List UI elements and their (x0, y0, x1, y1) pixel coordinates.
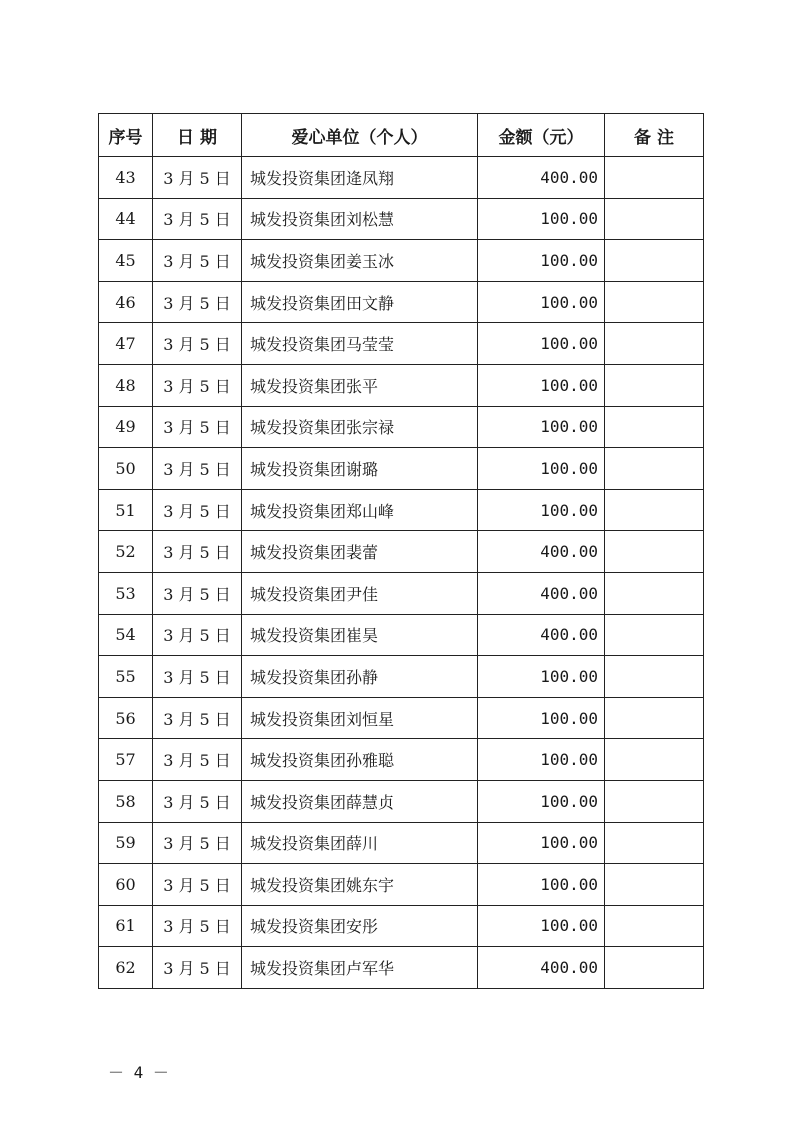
header-amount: 金额（元） (478, 114, 605, 157)
row-number: 53 (99, 572, 153, 614)
row-note (605, 448, 704, 490)
row-date: 3 月 5 日 (153, 656, 242, 698)
row-note (605, 697, 704, 739)
row-date: 3 月 5 日 (153, 157, 242, 199)
row-donor: 城发投资集团尹佳 (242, 572, 478, 614)
row-date: 3 月 5 日 (153, 572, 242, 614)
row-note (605, 198, 704, 240)
row-number: 43 (99, 157, 153, 199)
row-date: 3 月 5 日 (153, 780, 242, 822)
table-row (99, 489, 704, 531)
table-row (99, 572, 704, 614)
row-date: 3 月 5 日 (153, 281, 242, 323)
row-number: 60 (99, 864, 153, 906)
row-note (605, 240, 704, 282)
row-note (605, 656, 704, 698)
row-amount: 400.00 (478, 572, 605, 614)
table-row (99, 323, 704, 365)
row-note (605, 572, 704, 614)
row-amount: 100.00 (478, 323, 605, 365)
row-amount: 100.00 (478, 822, 605, 864)
row-date: 3 月 5 日 (153, 489, 242, 531)
row-number: 56 (99, 697, 153, 739)
row-date: 3 月 5 日 (153, 323, 242, 365)
table-row (99, 739, 704, 781)
row-number: 44 (99, 198, 153, 240)
row-donor: 城发投资集团张平 (242, 364, 478, 406)
table-row (99, 406, 704, 448)
row-date: 3 月 5 日 (153, 947, 242, 989)
row-amount: 100.00 (478, 739, 605, 781)
row-date: 3 月 5 日 (153, 406, 242, 448)
row-donor: 城发投资集团逄凤翔 (242, 157, 478, 199)
row-date: 3 月 5 日 (153, 905, 242, 947)
row-donor: 城发投资集团薛慧贞 (242, 780, 478, 822)
row-date: 3 月 5 日 (153, 739, 242, 781)
table-row (99, 780, 704, 822)
page-number: － 4 － (108, 1063, 169, 1082)
table-row (99, 364, 704, 406)
row-amount: 100.00 (478, 406, 605, 448)
row-donor: 城发投资集团崔昊 (242, 614, 478, 656)
row-number: 54 (99, 614, 153, 656)
row-number: 50 (99, 448, 153, 490)
row-number: 55 (99, 656, 153, 698)
row-number: 48 (99, 364, 153, 406)
row-donor: 城发投资集团孙静 (242, 656, 478, 698)
row-number: 59 (99, 822, 153, 864)
row-note (605, 323, 704, 365)
table-row (99, 281, 704, 323)
header-date: 日 期 (153, 114, 242, 157)
row-donor: 城发投资集团田文静 (242, 281, 478, 323)
row-amount: 400.00 (478, 531, 605, 573)
row-date: 3 月 5 日 (153, 697, 242, 739)
header-note: 备 注 (605, 114, 704, 157)
row-amount: 100.00 (478, 448, 605, 490)
row-number: 61 (99, 905, 153, 947)
row-date: 3 月 5 日 (153, 614, 242, 656)
row-amount: 400.00 (478, 947, 605, 989)
table-row (99, 448, 704, 490)
row-amount: 100.00 (478, 281, 605, 323)
row-number: 58 (99, 780, 153, 822)
row-date: 3 月 5 日 (153, 448, 242, 490)
row-number: 62 (99, 947, 153, 989)
table-row (99, 531, 704, 573)
row-note (605, 531, 704, 573)
row-amount: 100.00 (478, 864, 605, 906)
table-row (99, 947, 704, 989)
row-amount: 100.00 (478, 656, 605, 698)
row-note (605, 614, 704, 656)
row-number: 46 (99, 281, 153, 323)
table-row (99, 157, 704, 199)
table-row (99, 656, 704, 698)
row-donor: 城发投资集团姚东宇 (242, 864, 478, 906)
row-date: 3 月 5 日 (153, 531, 242, 573)
row-donor: 城发投资集团刘恒星 (242, 697, 478, 739)
row-date: 3 月 5 日 (153, 864, 242, 906)
row-number: 45 (99, 240, 153, 282)
row-note (605, 406, 704, 448)
row-amount: 100.00 (478, 905, 605, 947)
table-row (99, 822, 704, 864)
row-donor: 城发投资集团卢军华 (242, 947, 478, 989)
row-amount: 100.00 (478, 489, 605, 531)
row-note (605, 905, 704, 947)
row-note (605, 281, 704, 323)
row-note (605, 364, 704, 406)
row-amount: 100.00 (478, 780, 605, 822)
row-note (605, 157, 704, 199)
table-row (99, 198, 704, 240)
row-number: 57 (99, 739, 153, 781)
row-donor: 城发投资集团裴蕾 (242, 531, 478, 573)
table-row (99, 864, 704, 906)
row-note (605, 780, 704, 822)
row-number: 47 (99, 323, 153, 365)
row-note (605, 947, 704, 989)
donation-table (98, 113, 704, 989)
row-donor: 城发投资集团薛川 (242, 822, 478, 864)
row-amount: 400.00 (478, 614, 605, 656)
row-amount: 100.00 (478, 364, 605, 406)
row-note (605, 822, 704, 864)
header-donor: 爱心单位（个人） (242, 114, 478, 157)
row-amount: 100.00 (478, 697, 605, 739)
row-note (605, 739, 704, 781)
row-donor: 城发投资集团马莹莹 (242, 323, 478, 365)
row-number: 52 (99, 531, 153, 573)
row-note (605, 489, 704, 531)
row-donor: 城发投资集团郑山峰 (242, 489, 478, 531)
row-number: 49 (99, 406, 153, 448)
row-donor: 城发投资集团刘松慧 (242, 198, 478, 240)
row-number: 51 (99, 489, 153, 531)
row-donor: 城发投资集团孙雅聪 (242, 739, 478, 781)
row-note (605, 864, 704, 906)
table-row (99, 905, 704, 947)
table-row (99, 240, 704, 282)
row-amount: 400.00 (478, 157, 605, 199)
row-donor: 城发投资集团谢璐 (242, 448, 478, 490)
row-date: 3 月 5 日 (153, 240, 242, 282)
header-no: 序号 (99, 114, 153, 157)
row-amount: 100.00 (478, 240, 605, 282)
row-donor: 城发投资集团姜玉冰 (242, 240, 478, 282)
row-amount: 100.00 (478, 198, 605, 240)
row-date: 3 月 5 日 (153, 364, 242, 406)
row-donor: 城发投资集团张宗禄 (242, 406, 478, 448)
table-row (99, 697, 704, 739)
table-header-row (99, 114, 704, 157)
row-date: 3 月 5 日 (153, 198, 242, 240)
row-donor: 城发投资集团安彤 (242, 905, 478, 947)
table-row (99, 614, 704, 656)
row-date: 3 月 5 日 (153, 822, 242, 864)
